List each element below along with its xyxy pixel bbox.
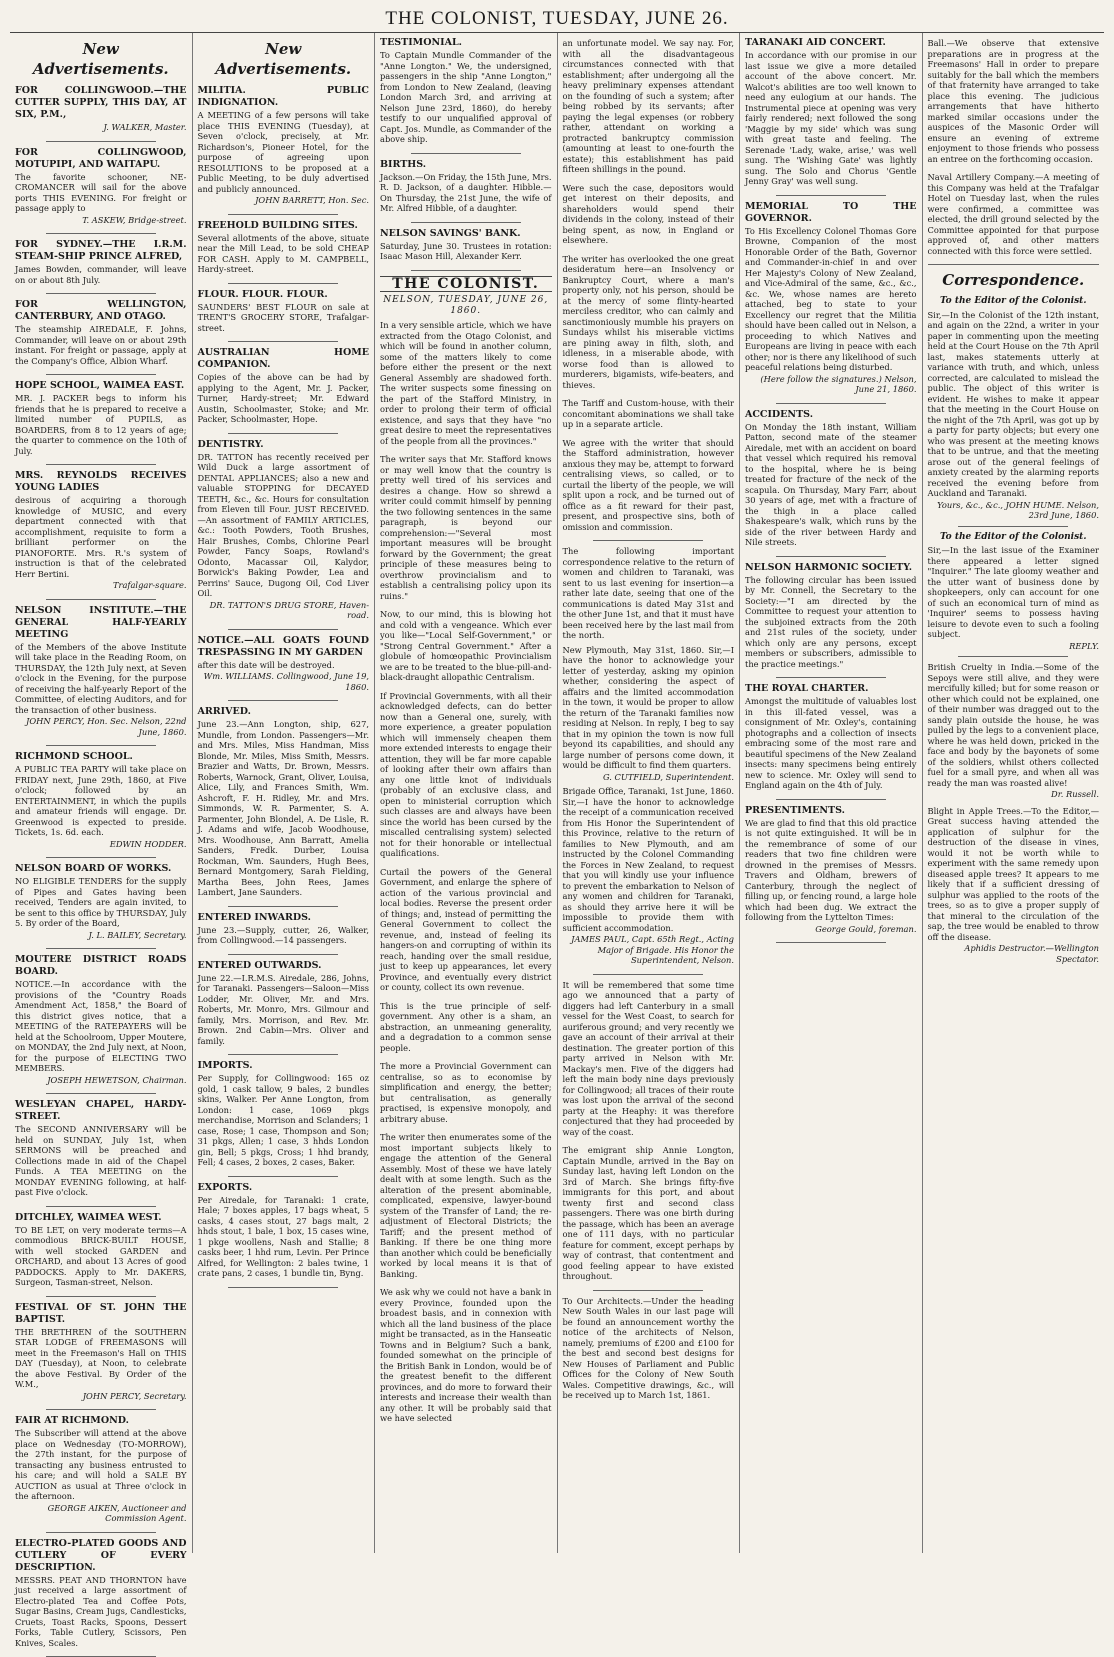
item-title: RICHMOND SCHOOL. — [15, 751, 133, 762]
column-5 — [740, 33, 923, 1553]
item-title: HOPE SCHOOL, WAIMEA EAST. — [15, 380, 185, 391]
item-signature: Trafalgar-square. — [112, 580, 187, 590]
leader-continued — [563, 38, 735, 532]
item-signature: DR. TATTON'S DRUG STORE, Haven-road. — [209, 599, 369, 620]
divider — [46, 141, 156, 142]
item-body: Several allotments of the above, situate near the Mill Lead, to be sold CHEAP FOR CASH. Apply to M. CAMPBELL, Hardy-street. — [197, 232, 369, 274]
item-body: A PUBLIC TEA PARTY will take place on FRIDAY next, June 29th, 1860, at Five o'clock; followed by an ENTERTAINMENT, in which the pupils and amateur friends will engage. Dr. Greenwood is expected to preside. Tickets, 1s. 6d. each. — [15, 764, 187, 837]
advert-item — [745, 562, 917, 670]
advert-item — [15, 299, 187, 366]
divider — [411, 153, 521, 154]
advert-item — [198, 912, 370, 946]
item-body: Per Airedale, for Taranaki: 1 crate, Hale; 7 boxes apples, 17 bags wheat, 5 casks, 4 cases stout, 27 bags malt, 2 hhds stout, 1 bale, 1 box, 15 cases wine, 1 pkge woollens, Nash and Stallie; 8 casks beer, 1 hhd rum, Levin. Per Prince Alfred, for Wellington: 2 bales twine, 1 crate pans, 2 cases, 1 bundle tin, Byng. — [197, 1194, 369, 1278]
divider — [46, 745, 156, 746]
article-paragraph: The writer then enumerates some of the most important subjects likely to engage the attention of the General Assembly. Most of these we have lately dealt with at some length. Such as the alteration of the present abominable, complicated, expensive, lawyer-bound system of the Transfer of Land; the re-adjustment of Electoral Districts; the Tariff; and the present method of Banking. If there be one thing more than another which could be beneficially worked by local means it is that of Banking. — [380, 1132, 552, 1279]
advert-item — [198, 289, 370, 334]
column-3 — [375, 33, 558, 1553]
paper-name: THE COLONIST. — [380, 276, 552, 293]
item-title: BIRTHS. — [380, 158, 427, 170]
ball-paragraph: Ball.—We observe that extensive preparations are in progress at the Freemasons' Hall in order to prepare suitably for the ball which the members of that fraternity have arranged to take place this evening. The judicious arrangements that have hitherto marked similar occasions under the auspices of the Masonic Order will ensure an evening of extreme enjoyment to those friends who possess an entree on the forthcoming occasion. — [927, 38, 1099, 164]
item-body: DR. TATTON has recently received per Wild Duck a large assortment of DENTAL APPLIANCES; also a new and valuable STOPPING for DECAYED TEETH, &c., &c. Hours for consultation from Eleven till Four. JUST RECEIVED.—An assortment of FAMILY ARTICLES, &c.: Tooth Powders, Tooth Brushes, Hair Brushes, Combs, Chlorine Pearl Powder, Fancy Soaps, Rowland's Odonto, Macassar Oil, Kalydor, Borwick's Baking Powder, Lea and Perrins' Sauce, Dugong Oil, Cod Liver Oil. — [197, 451, 369, 598]
column-1 — [10, 33, 193, 1648]
advert-item — [15, 1302, 187, 1402]
item-body: MR. J. PACKER begs to inform his friends that he is prepared to receive a limited number of PUPILS, as BOARDERS, from 8 to 12 years of age; the quarter to commence on the 10th of July. — [15, 393, 187, 456]
advert-item — [745, 683, 917, 791]
advert-item — [15, 239, 187, 285]
divider — [928, 264, 1100, 265]
item-title: FAIR AT RICHMOND. — [15, 1415, 129, 1426]
divider — [46, 464, 156, 465]
notice-list — [380, 37, 552, 271]
advert-item — [198, 1182, 370, 1279]
divider — [46, 1296, 156, 1297]
article-paragraph: Were such the case, depositors would get interest on their deposits, and shareholders would spend their dividends in the colony, instead of their being spent, as now, in England or elsewhere. — [562, 182, 734, 245]
item-title: FOR COLLINGWOOD, MOTUPIPI, AND WAITAPU. — [15, 146, 187, 170]
item-title: FESTIVAL OF ST. JOHN THE BAPTIST. — [15, 1301, 187, 1325]
item-signature: J. WALKER, Master. — [103, 122, 187, 132]
item-title: DITCHLEY, WAIMEA WEST. — [15, 1211, 162, 1223]
divider — [228, 700, 338, 701]
item-signature: JOHN BARRETT, Hon. Sec. — [255, 195, 369, 205]
divider — [411, 270, 521, 271]
advert-item — [198, 960, 370, 1047]
article-paragraph: We ask why we could not have a bank in every Province, founded upon the broadest basis, and in connexion with which all the land business of the place might be transacted, as in the Hanseatic Towns and in Belgium? Such a bank, founded somewhat on the principle of the British Bank in London, would be of the greatest benefit to the different provinces, and do more to forward their interests and increase their wealth than any other. It will be probably said that we have selected — [380, 1287, 552, 1423]
item-signature: GEORGE AIKEN, Auctioneer and Commission Agent. — [47, 1502, 187, 1523]
divider — [46, 948, 156, 949]
article-paragraph: This is the true principle of self-government. Any other is a sham, an abstraction, an unmeaning generality, and a degradation to a common sense people. — [380, 1000, 552, 1053]
item-signature: J. L. BAILEY, Secretary. — [88, 929, 187, 940]
advert-item — [15, 1099, 187, 1198]
item-body: Saturday, June 30. Trustees in rotation: Isaac Mason Hill, Alexander Kerr. — [380, 240, 552, 261]
divider — [228, 283, 338, 284]
advert-item — [380, 228, 552, 262]
item-title: EXPORTS. — [197, 1181, 253, 1193]
advert-list — [15, 85, 187, 1657]
article-paragraph: We agree with the writer that should the Stafford administration, however anxious they may be, attempt to forward centralising views, so called, or to curtail the liberty of the people, we will split upon a rock, and be turned out of office as a fit reward for their past, present, and prospective sins, both of omission and commission. — [562, 437, 734, 532]
item-title: FREEHOLD BUILDING SITES. — [197, 219, 358, 231]
item-body: TO BE LET, on very moderate terms—A commodious BRICK-BUILT HOUSE, with well stocked GARDEN and ORCHARD, and about 13 Acres of good PADDOCKS. Apply to Mr. DAKERS, Surgeon, Tasman-street, Nelson. — [15, 1224, 187, 1287]
column-4 — [558, 33, 741, 1553]
divider — [593, 1290, 703, 1291]
item-body: The following circular has been issued by Mr. Connell, the Secretary to the Society:—"I am directed by the Committee to request your attention to the subjoined extracts from the 20th and 21st rules of the society, under which only are any persons, except members or subscribers, admissible to the practice meetings." — [745, 574, 917, 669]
item-title: NELSON BOARD OF WORKS. — [15, 863, 172, 874]
item-title: THE ROYAL CHARTER. — [745, 683, 869, 694]
item-signature: T. ASKEW, Bridge-street. — [82, 214, 187, 225]
divider — [228, 629, 338, 630]
divider — [46, 1093, 156, 1094]
item-body: James Bowden, commander, will leave on or about 8th July. — [15, 264, 187, 285]
item-body: Amongst the multitude of valuables lost in this ill-fated vessel, was a consignment of Mr. Oxley's, containing photographs and a collection of insects embracing some of the most rare and beautiful specimens of the New Zealand insects: many specimens being entirely new to science. Mr. Oxley will send to England again on the 4th of July. — [745, 696, 917, 790]
divider — [228, 1054, 338, 1055]
item-signature: JOSEPH HEWETSON, Chairman. — [47, 1074, 187, 1085]
item-title: NELSON INSTITUTE.—THE GENERAL HALF-YEARLY MEETING — [15, 604, 187, 640]
column-header: New Advertisements. — [215, 40, 352, 78]
divider — [46, 1206, 156, 1207]
advert-item — [745, 409, 917, 548]
divider — [228, 1287, 338, 1288]
letter-2-sign: REPLY. — [1069, 640, 1099, 651]
paper-date: NELSON, TUESDAY, JUNE 26, 1860. — [383, 295, 549, 316]
item-title: FLOUR. FLOUR. FLOUR. — [197, 288, 328, 300]
divider — [46, 293, 156, 294]
item-body: after this date will be destroyed. — [197, 659, 335, 670]
letter-1: Sir,—In the Colonist of the 12th instant, and again on the 22nd, a writer in your paper in commenting upon the meeting held at the Court House on the 7th April last, makes statements utterly at variance with truth, and which, unless corrected, are calculated to mislead the public. The object of this writer is evident. He wishes to make it appear that the meeting in the Court House on the night of the 7th April, was got up by a party for party objects; but every one who was present at the meeting knows that to be untrue, and that the meeting arose out of the general feelings of anxiety created by the alarming reports received the evening before from Auckland and Taranaki. — [927, 309, 1099, 498]
letter-2-addressee: To the Editor of the Colonist. — [940, 531, 1087, 542]
advert-item — [15, 470, 187, 591]
advert-item — [15, 1538, 187, 1649]
item-title: MOUTERE DISTRICT ROADS BOARD. — [15, 954, 187, 977]
item-body: Copies of the above can be had by applying to the Agent, Mr. J. Packer, Turner, Hardy-street; Mr. Edward Austin, Schoolmaster, Stoke; and Mr. Packer, Schoolmaster, Hope. — [197, 372, 369, 424]
item-title: ELECTRO-PLATED GOODS AND CUTLERY OF EVERY DESCRIPTION. — [15, 1537, 187, 1573]
item-title: TARANAKI AID CONCERT. — [745, 37, 886, 48]
divider — [228, 341, 338, 342]
article-paragraph: Curtail the powers of the General Government, and enlarge the sphere of action of the various provincial and local bodies. Reverse the present order of things; and, instead of permitting the General Government to collect the revenue, and, instead of feeling its hangers-on and corrupting of within its reach, handing over the small residue, just to keep up appearances, let every Province, and eventually every district or county, collect its own revenue. — [380, 866, 552, 992]
item-title: FOR WELLINGTON, CANTERBURY, AND OTAGO. — [15, 299, 187, 322]
article-paragraph: Now, to our mind, this is blowing hot and cold with a vengeance. Which ever you like—"Local Self-Government," or "Strong Central Government." After a globule of homœopathic Provincialism we are to be treated to the blue-pill-and-black-draught allopathic Centralism. — [380, 609, 552, 682]
divider — [776, 799, 886, 800]
item-title: ARRIVED. — [197, 706, 251, 717]
divider — [776, 403, 886, 404]
item-body: The Subscriber will attend at the above place on Wednesday (TO-MORROW), the 27th instant, for the purpose of transacting any business entrusted to his care; and will hold a SALE BY AUCTION as usual at Three o'clock in the afternoon. — [15, 1428, 187, 1501]
letter-1-addressee: To the Editor of the Colonist. — [940, 296, 1087, 306]
letter-1: New Plymouth, May 31st, 1860. Sir,—I have the honor to acknowledge your letter of yesterday, asking my opinion whether, considering the aspect of affairs and the limited accommodation in the town, it would be proper to allow the return of the Taranaki families now residing at Nelson. In reply, I beg to say that in my opinion the town is now full beyond its capabilities, and should any large number of persons come down, it would be difficult to find them quarters. — [562, 644, 734, 770]
advert-item — [15, 605, 187, 738]
letter-2: Sir,—In the last issue of the Examiner there appeared a letter signed "Inquirer." The late gloomy weather and the utter want of business done by shopkeepers, only can account for one of such an economical turn of mind as 'Inquirer' seems to possess having leisure to devote even to such a fooling subject. — [927, 545, 1099, 639]
divider — [776, 677, 886, 678]
advert-item — [198, 706, 370, 898]
item-title: NELSON SAVINGS' BANK. — [380, 227, 521, 239]
item-body: We are glad to find that this old practice is not quite extinguished. It will be in the remembrance of some of our readers that two fine children were drowned in the premises of Messrs. Travers and Oldham, brewers of Canterbury, through the neglect of filling up, or fencing round, a large hole which had been dug. We extract the following from the Lyttelton Times: — [745, 817, 917, 922]
item-body: On Monday the 18th instant, William Patton, second mate of the steamer Airedale, met with an accident on board that vessel which required his removal to the hospital, where he is being treated for fracture of the neck of the scapula. On Thursday, Mary Farr, about 30 years of age, met with a fracture of the thigh in a place called Shakespeare's walk, which runs by the side of the river between Hardy and Nile streets. — [745, 421, 917, 547]
blight-paragraph: Blight in Apple Trees.—To the Editor,—Great success having attended the application of sulphur for the destruction of the disease in vines, would it not be worth while to experiment with the same remedy upon diseased apple trees? It appears to me likely that if a sufficient dressing of sulphur was applied to the roots of the trees, so as to give a proper supply of that mineral to the circulation of the sap, the tree would be enabled to throw off the disease. — [927, 805, 1099, 942]
item-body: A MEETING of a few persons will take place THIS EVENING (Tuesday), at Seven o'clock, precisely, at Mr. Richardson's, Pioneer Hotel, for the purpose of agreeing upon RESOLUTIONS to be proposed at a Public Meeting, to be duly advertised and publicly announced. — [197, 110, 369, 194]
column-2 — [193, 33, 376, 1553]
divider — [776, 195, 886, 196]
advert-item — [15, 751, 187, 849]
item-title: DENTISTRY. — [197, 438, 264, 450]
advert-item — [380, 37, 552, 145]
advert-item — [15, 863, 187, 940]
advert-item — [15, 1415, 187, 1524]
article-paragraph: an unfortunate model. We say nay. For, with all the disadvantageous circumstances connected with that establishment; after undergoing all the heavy preliminary expenses attendant on the founding of such a system; after being robbed by its servants; after paying the legal expenses (or robbery rather, attendant on working a protracted bankruptcy commission (amounting at least to one-fourth the estate); this establishment has paid fifteen shillings in the pound. — [562, 38, 734, 174]
item-title: MILITIA. PUBLIC INDIGNATION. — [197, 85, 369, 108]
item-body: June 23.—Supply, cutter, 26, Walker, from Collingwood.—14 passengers. — [197, 924, 369, 945]
item-title: NOTICE.—ALL GOATS FOUND TRESPASSING IN MY GARDEN — [197, 634, 369, 658]
divider — [46, 1409, 156, 1410]
divider — [228, 954, 338, 955]
item-body: June 22.—I.R.M.S. Airedale, 286, Johns, for Taranaki. Passengers—Saloon—Miss Lodder, Mr. Oliver, Mr. and Mrs. Roberts, Mr. Monro, Mrs. Gilmour and family, Mrs. Morrison, and Rev. Mr. Brown. 2nd Cabin—Mrs. Oliver and family. — [197, 972, 369, 1046]
divider — [46, 233, 156, 234]
item-title: MEMORIAL TO THE GOVERNOR. — [745, 200, 917, 224]
item-title: ENTERED OUTWARDS. — [197, 959, 322, 971]
item-body: of the Members of the above Institute will take place in the Reading Room, on THURSDAY, the 12th July next, at Seven o'clock in the Evening, for the purpose of receiving the half-yearly Report of the Committee, of electing Auditors, and for the transaction of other business. — [15, 641, 187, 715]
divider — [958, 656, 1068, 657]
item-title: AUSTRALIAN HOME COMPANION. — [197, 347, 369, 370]
letter-2-sign: JAMES PAUL, Capt. 65th Regt., Acting Major of Brigade. His Honor the Superintendent, Nelson. — [571, 934, 734, 965]
item-signature: Wm. WILLIAMS. Collingwood, June 19, 1860. — [203, 671, 369, 692]
advert-item — [198, 85, 370, 206]
item-body: June 23.—Ann Longton, ship, 627, Mundle, from London. Passengers—Mr. and Mrs. Miles, Miss Handman, Miss Blonde, Mr. Miles, Miss Smith, Messrs. Brazier and Watts, Dr. Brown, Messrs. Roberts, Warnock, Grant, Oliver, Louisa, Alice, Lily, and Frances Smith, Wm. Ashcroft, F. H. Ridley, Mr. and Mrs. Simmonds, W. R. Parmenter, S. A. Parmenter, John Blondel, A. De Lisle, R. J. Adams and wife, Jacob Woodhouse, Mrs. Woodhouse, Ann Barratt, Amelia Sanders, Fredk. Durber, Louisa Rockman, Wm. Saunders, Hugh Bees, Bernard Montgomery, Sarah Fielding, Martha Bees, John Rees, James Lambert, Jane Saunders. — [197, 719, 369, 897]
news-list — [745, 37, 917, 943]
advert-item — [15, 954, 187, 1085]
advert-item — [198, 220, 370, 275]
divider — [593, 974, 703, 975]
advert-item — [745, 805, 917, 935]
item-body: Jackson.—On Friday, the 15th June, Mrs. R. D. Jackson, of a daughter. Hibble.—On Thursday, the 21st June, the wife of Mr. Alfred Hibble, of a daughter. — [380, 171, 552, 213]
item-title: ACCIDENTS. — [745, 408, 813, 420]
letter-2: Brigade Office, Taranaki, 1st June, 1860. Sir,—I have the honor to acknowledge the receipt of a communication received from His Honor the Superintendent of this Province, relative to the return of families to New Plymouth, and am instructed by the Colonel Commanding the Forces in New Zealand, to request that you will kindly use your influence to prevent the embarkation to Nelson of any women and children for Taranaki, as should they arrive here it will be impossible to provide them with sufficient accommodation. — [562, 786, 734, 933]
advert-item — [15, 85, 187, 133]
advert-item — [198, 439, 370, 621]
divider — [411, 222, 521, 223]
divider — [776, 942, 886, 943]
item-signature: George Gould, foreman. — [815, 923, 917, 934]
letter-1-sign: G. CUTFIELD, Superintendent. — [602, 771, 734, 782]
cruelty-sign: Dr. Russell. — [1051, 789, 1099, 799]
item-body: In accordance with our promise in our last issue we give a more detailed account of the above concert. Mr. Walcot's abilities are too well known to need any eulogium at our hands. The Instrumental piece at opening was very fairly rendered; next followed the song 'Maggie by my side' which was sung with great taste and feeling. The Serenade 'Lady, wake, arise,' was well sung. The 'Wishing Gate' was lightly sung. The Solo and Chorus 'Gentle Jenny Gray' was well sung. — [745, 50, 917, 186]
naval-paragraph: Naval Artillery Company.—A meeting of this Company was held at the Trafalgar Hotel on Tuesday last, when the rules were confirmed, a committee was elected, the drill ground selected by the Committee appointed for that purpose approved of, and other matters connected with this force were settled. — [927, 172, 1099, 256]
divider — [228, 906, 338, 907]
article-paragraph: In a very sensible article, which we have extracted from the Otago Colonist, and which will be found in another column, some of the matters likely to come before either the present or the next General Assembly are shadowed forth. The writer suspects some finessing on the part of the Stafford Ministry, in order to prolong their term of official existence, and says that they have "no great desire to meet the representatives of the people from all the provinces." — [380, 320, 552, 446]
leader-article — [380, 320, 552, 1424]
advert-item — [198, 347, 370, 425]
item-title: PRESENTIMENTS. — [745, 804, 845, 816]
item-body: The steamship AIREDALE, F. Johns, Commander, will leave on or about 29th instant. For freight or passage, apply at the Company's Office, Albion Wharf. — [15, 324, 187, 366]
divider — [776, 556, 886, 557]
advert-item — [15, 1212, 187, 1288]
item-body: NOTICE.—In accordance with the provisions of the "Country Roads Amendment Act, 1858," the Board of this district gives notice, that a MEETING of the RATEPAYERS will be held at the Schoolroom, Upper Moutere, on MONDAY, the 2nd July next, at Noon, for the purpose of ELECTING TWO MEMBERS. — [15, 979, 187, 1073]
item-signature: JOHN PERCY, Secretary. — [82, 1390, 187, 1401]
divider — [228, 1176, 338, 1177]
blight-sign: Aphidis Destructor.—Wellington Spectator. — [964, 943, 1099, 964]
advert-item — [380, 159, 552, 214]
article-paragraph: The writer has overlooked the one great desideratum here—an Insolvency or Bankruptcy Court, where a man's property only, not his person, should be at the mercy of some flinty-hearted merciless creditor, who can calmly and sanctimoniously mumble his prayers on Sundays whilst his miserable victims are pining away in filth, sloth, and idleness, in a miserable abode, with worse food than is allowed to murderers, bigamists, wife-beaters, and thieves. — [562, 253, 734, 390]
article-paragraph: The more a Provincial Government can centralise, so as to economise by simplification and energy, the better; but centralisation, as generally practised, is expensive monopoly, and arbitrary abuse. — [380, 1061, 552, 1124]
advert-item — [198, 1060, 370, 1168]
advert-list — [198, 85, 370, 1288]
architects-paragraph: To Our Architects.—Under the heading New South Wales in our last page will be found an announcement worthy the notice of the architects of Nelson, namely, premiums of £200 and £100 for the best and second best designs for New Houses of Parliament and Public Offices for the Colony of New South Wales. Competitive drawings, &c., will be received up to March 1st, 1861. — [562, 1295, 734, 1400]
advert-item — [745, 37, 917, 187]
item-body: SAUNDERS' BEST FLOUR on sale at TRENT'S GROCERY STORE, Trafalgar-street. — [197, 301, 369, 333]
item-body: MESSRS. PEAT AND THORNTON have just received a large assortment of Electro-plated Tea and Coffee Pots, Sugar Basins, Cream Jugs, Candlesticks, Cruets, Toast Racks, Spoons, Dessert Forks, Table Cutlery, Scissors, Pen Knives, Scales. — [15, 1574, 187, 1648]
divider — [46, 857, 156, 858]
divider — [46, 1532, 156, 1533]
emigrant-paragraph: The emigrant ship Annie Longton, Captain Mundle, arrived in the Bay on Sunday last, having left London on the 3rd of March. She brings fifty-five immigrants for this port, and about twenty first and second class passengers. There was one birth during the passage, which has been an average one of 111 days, with no particular feature for comment, except perhaps by way of contrast, that contentment and good feeling appear to have existed throughout. — [562, 1145, 734, 1281]
cruelty-paragraph: British Cruelty in India.—Some of the Sepoys were still alive, and they were mercifully killed; but for some reason or other which could not be explained, one of their number was dragged out to the sandy plain outside the house, he was pulled by the legs to a convenient place, where he was held down, pricked in the face and body by the bayonets of some of the soldiers, whilst others collected fuel for a small pyre, and when all was ready the man was roasted alive! — [927, 662, 1099, 788]
item-title: WESLEYAN CHAPEL, HARDY-STREET. — [15, 1099, 187, 1122]
divider — [46, 599, 156, 600]
correspondence-taranaki — [563, 546, 735, 966]
item-body: THE BRETHREN of the SOUTHERN STAR LODGE of FREEMASONS will meet in the Freemason's Hall on THIS DAY (Tuesday), at Noon, to celebrate the above Festival. By Order of the W.M., — [15, 1326, 187, 1389]
item-body: The favorite schooner, NE-CROMANCER will sail for the above ports THIS EVENING. For freight or passage apply to — [15, 171, 187, 213]
article-paragraph: If Provincial Governments, with all their acknowledged defects, can do better now than a General one, surely, with more experience, a greater population which will immensely cheapen them more extended interests to engage their attention, they will be far more capable of looking after their own affairs than any one little knot of individuals (probably of an exclusive class, and open to ministerial corruption which such classes are and always have been since the world has been cursed by the miscalled centralising system) selected not for their honorable or intellectual qualifications. — [380, 690, 552, 858]
item-title: IMPORTS. — [197, 1060, 253, 1071]
divider — [228, 433, 338, 434]
item-body: To Captain Mundle Commander of the "Anne Longton." We, the undersigned, passengers in the ship "Anne Longton," from London to New Zealand, (leaving London March 3rd, and arriving at Nelson June 23rd, 1860), do hereby testify to our unqualified approval of Capt. Jos. Mundle, as Commander of the above ship. — [380, 50, 552, 144]
divider — [46, 374, 156, 375]
item-body: Per Supply, for Collingwood: 165 oz gold, 1 cask tallow, 9 bales, 2 bundles skins, Walker. Per Anne Longton, from London: 1 case, 1069 pkgs merchandise, Morrison and Sclanders; 1 case, Rose; 1 case, Thompson and Son; 31 pkgs, Allen; 1 case, 3 hhds London gin, Bell; 5 pkgs, Cross; 1 hhd brandy, Fell; 4 cases, 2 boxes, 2 cases, Baker. — [197, 1073, 369, 1167]
intro: The following important correspondence relative to the return of women and children to Taranaki, was sent to us last evening for insertion—a rather late date, seeing that one of the communications is dated May 31st and the other June 1st, and that it must have been received here by the last mail from the north. — [562, 546, 734, 640]
item-signature: JOHN PERCY, Hon. Sec. Nelson, 22nd June, 1860. — [26, 716, 187, 737]
diggers-paragraph: It will be remembered that some time ago we announced that a party of diggers had left Canterbury in a small vessel for the West Coast, to search for auriferous ground; and very recently we gave an account of their arrival at their destination. The greater portion of this party arrived in Nelson with Mr. Mackay's men. Five of the diggers had left the main body nine days previously for Collingwood; all traces of their route was lost upon the arrival of the second party at the Heaphy: it was therefore conjectured that they had proceeded by way of the coast. — [562, 979, 734, 1137]
item-title: ENTERED INWARDS. — [197, 911, 311, 923]
item-signature: (Here follow the signatures.) Nelson, June 21, 1860. — [760, 373, 917, 394]
columns — [10, 33, 1104, 1648]
item-title: MRS. REYNOLDS RECEIVES YOUNG LADIES — [15, 470, 187, 493]
item-title: TESTIMONIAL. — [380, 37, 462, 48]
item-title: FOR COLLINGWOOD.—THE CUTTER SUPPLY, THIS DAY, AT SIX, P.M., — [15, 85, 187, 120]
column-header: New Advertisements. — [32, 40, 169, 78]
letter-1-sign: Yours, &c., &c., JOHN HUME. Nelson, 23rd June, 1860. — [937, 499, 1099, 520]
divider — [228, 214, 338, 215]
item-title: NELSON HARMONIC SOCIETY. — [745, 561, 913, 573]
article-paragraph: The writer says that Mr. Stafford knows or may well know that the country is pretty well tired of his services and desires a change. How so shrewd a writer could commit himself by penning the two following sentences in the same paragraph, is beyond our comprehension:—"Several most important measures will be brought forward by the Government; the great principle of these measures being to overthrow provincialism and to establish a centralising policy upon its ruins." — [380, 454, 552, 601]
advert-item — [15, 380, 187, 456]
advert-item — [15, 147, 187, 226]
correspondence-header: Correspondence. — [942, 271, 1085, 289]
item-body: desirous of acquiring a thorough knowledge of MUSIC, and every department connected with that accomplishment, requisite to form a brilliant performer on the PIANOFORTE. Mrs. R.'s system of instruction is that of the celebrated Herr Bertini. — [15, 495, 187, 579]
divider — [593, 540, 703, 541]
item-body: The SECOND ANNIVERSARY will be held on SUNDAY, July 1st, when SERMONS will be preached and Collections made in aid of the Chapel Funds. A TEA MEETING on the MONDAY EVENING following, at half-past Five o'clock. — [15, 1124, 187, 1197]
item-title: FOR SYDNEY.—THE I.R.M. STEAM-SHIP PRINCE ALFRED, — [15, 239, 187, 262]
item-body: NO ELIGIBLE TENDERS for the supply of Pipes and Gates having been received, Tenders are again invited, to be sent to this office by THURSDAY, July 5. By order of the Board, — [15, 876, 187, 928]
masthead: THE COLONIST, TUESDAY, JUNE 26. — [10, 6, 1104, 33]
column-6 — [923, 33, 1105, 1553]
advert-item — [198, 635, 370, 693]
item-signature: EDWIN HODDER. — [109, 838, 187, 849]
article-paragraph: The Tariff and Custom-house, with their concomitant abominations we shall take up in a separate article. — [562, 398, 734, 429]
divider — [958, 526, 1068, 527]
item-body: To His Excellency Colonel Thomas Gore Browne, Companion of the most Honorable Order of the Bath, Governor and Commander-in-chief in and over Her Majesty's Colony of New Zealand, and Vice-Admiral of the same, &c., &c., &c. We, whose names are hereto attached, beg to state to your Excellency our regret that the Militia should have been called out in Nelson, a proceeding to which Natives and Europeans are living in peace with each other; nor is there any likelihood of such peaceful relations being disturbed. — [745, 225, 917, 372]
advert-item — [745, 201, 917, 395]
